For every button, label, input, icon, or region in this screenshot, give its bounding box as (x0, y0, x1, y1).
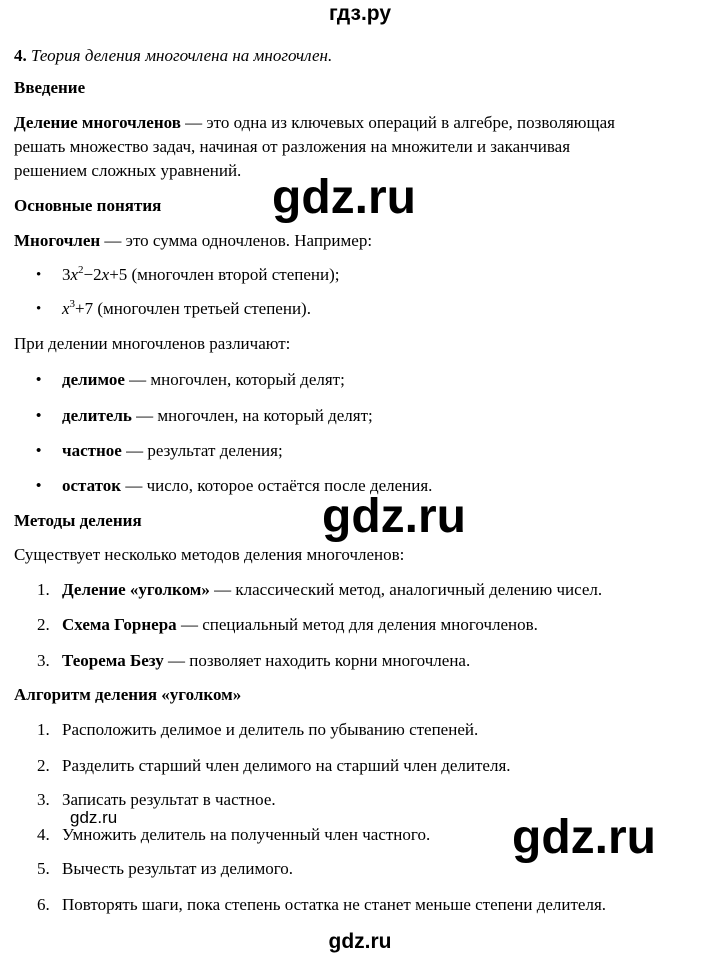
algorithm-step (0, 790, 720, 810)
method-term: Теорема Безу (62, 651, 164, 670)
distinguish-text: При делении многочленов различают: (14, 334, 291, 353)
method-number: 2. (37, 615, 50, 634)
method-desc: — позволяет находить корни многочлена. (163, 651, 471, 670)
task-number: 4. (14, 46, 27, 65)
algorithm-heading: Алгоритм деления «уголком» (14, 685, 242, 704)
intro-term: Деление многочленов (14, 113, 181, 132)
methods-heading: Методы деления (14, 511, 142, 530)
bullet: • (36, 267, 42, 283)
method-desc: — классический метод, аналогичный делению чисел. (209, 580, 603, 599)
site-header: гдз.ру (328, 2, 392, 25)
algorithm-step (0, 720, 720, 740)
step-text: Повторять шаги, пока степень остатка не станет меньше степени делителя. (62, 895, 607, 914)
step-number: 1. (37, 720, 50, 739)
bullet: • (36, 443, 42, 459)
concept-desc: — число, которое остаётся после деления. (121, 476, 433, 495)
step-text: Расположить делимое и делитель по убыванию степеней. (62, 720, 479, 739)
method-number: 3. (37, 651, 50, 670)
polynomial-rest: — это сумма одночленов. Например: (100, 231, 373, 250)
bullet: • (36, 478, 42, 494)
algorithm-step (0, 756, 720, 776)
intro-heading: Введение (14, 78, 86, 97)
step-text: Разделить старший член делимого на старший член делителя. (62, 756, 511, 775)
method-desc: — специальный метод для деления многочленов. (176, 615, 538, 634)
method-item (0, 580, 720, 600)
bullet: • (36, 408, 42, 424)
example-item-2 (0, 299, 720, 319)
intro-line-3: решением сложных уравнений. (14, 161, 242, 180)
watermark: gdz.ru (322, 490, 466, 543)
concept-desc: — результат деления; (121, 441, 283, 460)
intro-line1-rest: — это одна из ключевых операций в алгебре, позволяющая (180, 113, 615, 132)
method-term: Схема Горнера (62, 615, 177, 634)
task-title: Теория деления многочлена на многочлен. (31, 46, 333, 65)
concept-item (0, 406, 720, 426)
polynomial-term: Многочлен (14, 231, 101, 250)
method-item (0, 651, 720, 671)
watermark: gdz.ru (272, 171, 416, 224)
step-number: 5. (37, 859, 50, 878)
example-expression-1: $3x^2-2x+5$ (многочлен второй степени); (62, 264, 340, 284)
methods-intro: Существует несколько методов деления многочленов: (14, 545, 405, 564)
step-number: 4. (37, 825, 50, 844)
watermark-small: gdz.ru (70, 808, 118, 827)
concept-term: делимое (62, 370, 125, 389)
step-number: 2. (37, 756, 50, 775)
bullet: • (36, 301, 42, 317)
method-term: Деление «уголком» (62, 580, 210, 599)
bullet: • (36, 372, 42, 388)
concept-item (0, 370, 720, 390)
concept-term: остаток (62, 476, 122, 495)
example-item-1 (0, 265, 720, 285)
method-item (0, 615, 720, 635)
algorithm-step (0, 895, 720, 915)
intro-line-1 (14, 113, 615, 133)
concept-term: частное (62, 441, 122, 460)
intro-line-2: решать множество задач, начиная от разложения на множители и заканчивая (14, 137, 571, 156)
concepts-heading: Основные понятия (14, 196, 162, 215)
concept-item (0, 441, 720, 461)
task-title-line (14, 46, 332, 66)
step-number: 6. (37, 895, 50, 914)
site-footer: gdz.ru (328, 930, 392, 953)
step-text: Умножить делитель на полученный член частного. (62, 825, 431, 844)
concept-desc: — многочлен, который делят; (124, 370, 345, 389)
step-text: Вычесть результат из делимого. (62, 859, 294, 878)
example-expression-2: $x^3+7$ (многочлен третьей степени). (62, 298, 311, 318)
concept-term: делитель (62, 406, 132, 425)
step-number: 3. (37, 790, 50, 809)
step-text: Записать результат в частное. (62, 790, 276, 809)
watermark: gdz.ru (512, 811, 656, 864)
polynomial-definition (14, 231, 372, 251)
method-number: 1. (37, 580, 50, 599)
concept-desc: — многочлен, на который делят; (131, 406, 373, 425)
